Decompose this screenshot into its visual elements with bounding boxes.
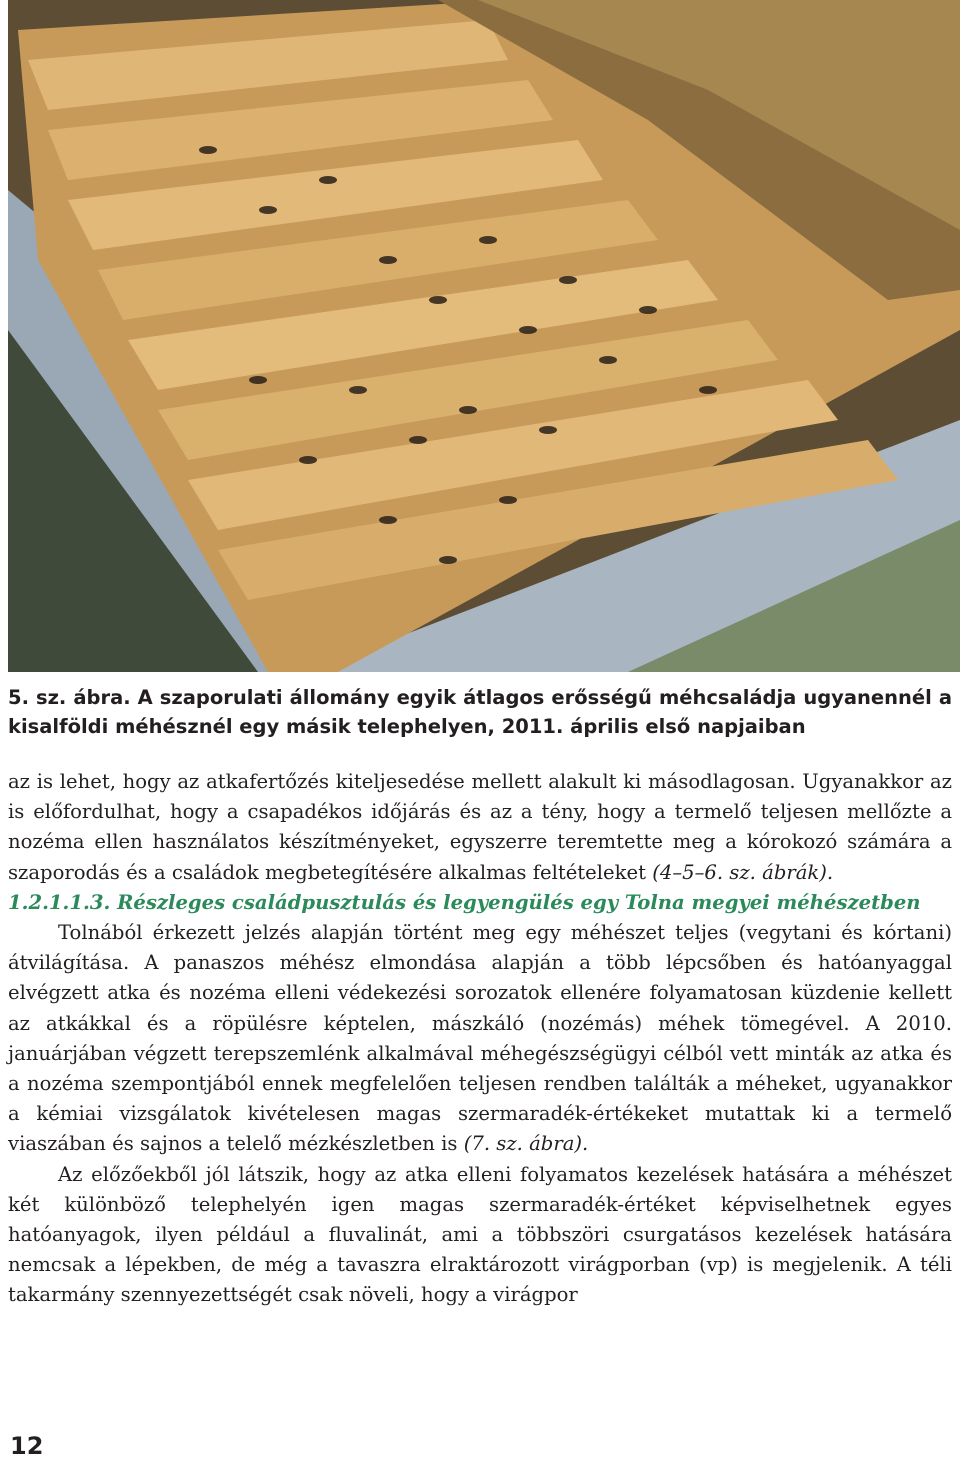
figure-label: 5. sz. ábra. [8,686,131,709]
figure-caption [8,683,952,741]
paragraph [8,767,952,888]
paragraph-text: Az előzőekből jól látszik, hogy az atka elleni folyamatos kezelések hatására a méhészet két különböző telephelyén igen magas szermaradék-értéket képviselhetnek egyes hatóanyagok, ilyen például a fluvalinát, ami a többszöri csurgatásos kezelések hatására nemcsak a lépekben, de még a tavaszra elraktározott virágporban (vp) is megjelenik. A téli takarmány szennyezettségét csak növeli, hogy a virágpor [8,1162,952,1307]
figure-reference: (7. sz. ábra). [463,1132,589,1156]
page-number: 12 [10,1432,44,1460]
section-heading: 1.2.1.1.3. Részleges családpusztulás és legyengülés egy Tolna megyei méhészetben [8,890,921,914]
paragraph-text: az is lehet, hogy az atkafertőzés kiteljesedése mellett alakult ki másodlagosan. Ugyanakkor az is előfordulhat, hogy a csapadékos időjárás és az a tény, hogy a termelő teljesen mellőzte a nozéma ellen használatos készítményeket, egyszerre teremtette meg a kórokozó számára a szaporodás és a családok megbetegítésére alkalmas feltételeket [8,770,952,884]
beehive-photo [8,0,960,672]
beehive-frames-illustration [8,0,960,672]
figure-reference: (4–5–6. sz. ábrák). [652,860,834,884]
paragraph [8,918,952,1160]
paragraph-text: Tolnából érkezett jelzés alapján történt meg egy méhészet teljes (vegytani és kórtani) átvilágítása. A panaszos méhész elmondása alapján a több lépcsőben és hatóanyaggal elvégzett atka és nozéma elleni védekezési sorozatok ellenére folyamatosan küzdenie kellett az atkákkal és a röpülésre képtelen, mászkáló (nozémás) méhek tömegével. A 2010. januárjában végzett terepszemlénk alkalmával méhegészségügyi célból vett minták az atka és a nozéma szempontjából ennek megfelelően teljesen rendben találták a méheket, ugyanakkor a kémiai vizsgálatok kivételesen magas szermaradék-értékeket mutattak ki a termelő viaszában és sajnos a telelő mézkészletben is [8,921,952,1156]
figure-caption-text: A szaporulati állomány egyik átlagos erősségű méhcsaládja ugyanennél a kisalföldi méhésznél egy másik telephelyen, 2011. április első napjaiban [8,686,952,738]
body-text [8,767,952,1311]
paragraph [8,1160,952,1311]
